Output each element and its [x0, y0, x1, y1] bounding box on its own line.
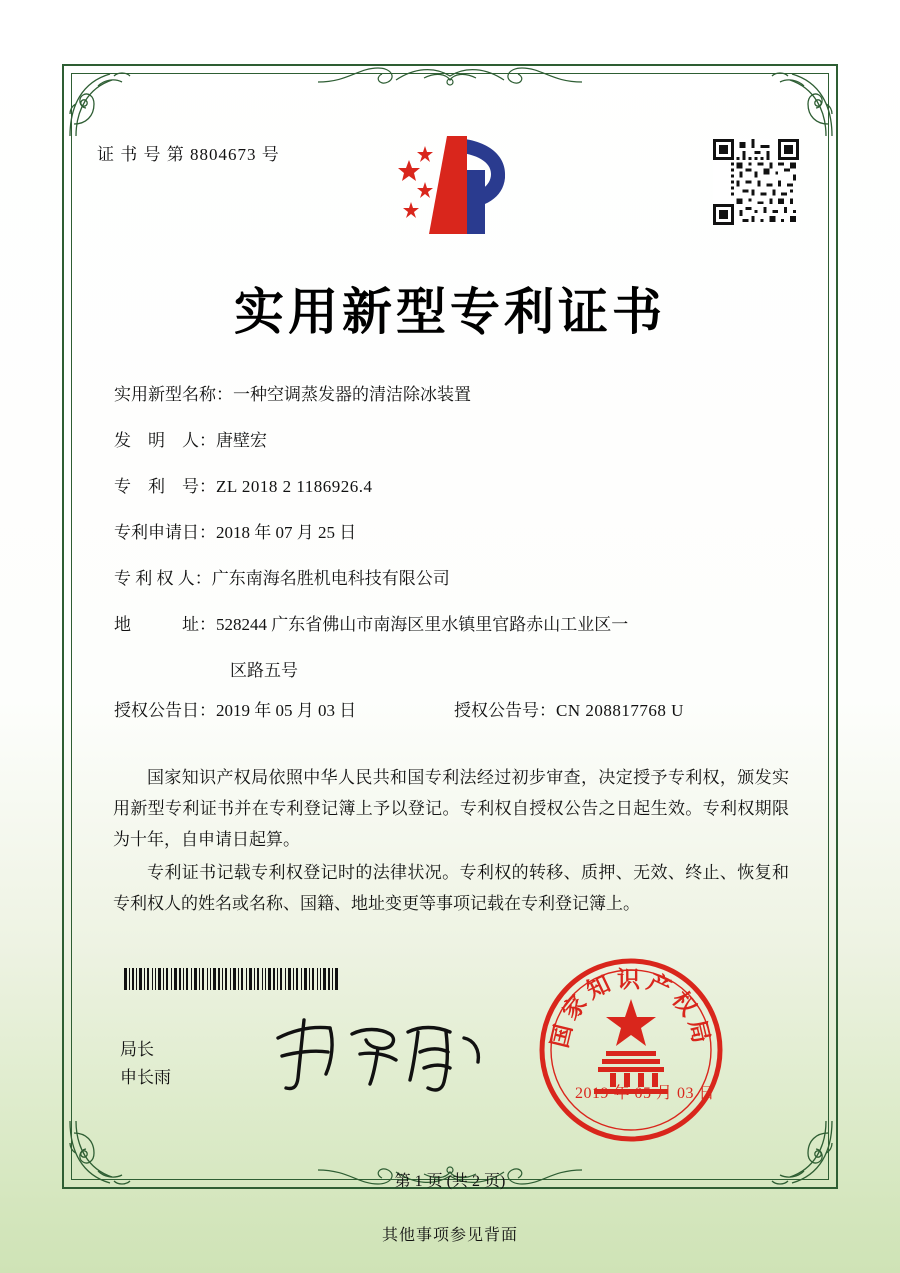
signature-title: 局长: [120, 1040, 154, 1059]
page-number: 第 1 页 (共 2 页): [394, 1173, 506, 1190]
announcement-date-value: 2019 年 05 月 03 日: [216, 701, 357, 720]
announcement-number-group: [454, 696, 684, 721]
signature-block: [120, 1036, 171, 1092]
field-value: 528244 广东省佛山市南海区里水镇里官路赤山工业区一: [216, 615, 629, 634]
announcement-number-value: CN 208817768 U: [556, 701, 684, 720]
field-value: ZL 2018 2 1186926.4: [216, 477, 373, 496]
field-label: 发 明 人：: [114, 431, 216, 450]
signature-name: 申长雨: [120, 1068, 171, 1087]
handwritten-signature-icon: [268, 1012, 488, 1096]
corner-ornament-icon: [64, 66, 138, 140]
field-label: 专 利 号：: [114, 477, 216, 496]
announcement-date-label: 授权公告日：: [114, 701, 216, 720]
legal-text: [113, 762, 789, 921]
field-list: [114, 380, 804, 742]
field-label: 专 利 权 人：: [114, 569, 212, 588]
field-row-address-line2: [114, 656, 804, 696]
top-flourish-icon: [318, 62, 582, 96]
svg-text:国家知识产权局: 国家知识产权局: [546, 966, 716, 1051]
field-row-patent-number: [114, 472, 804, 518]
paragraph-2: 专利证书记载专利权登记时的法律状况。专利权的转移、质押、无效、终止、恢复和专利权人的姓名或名称、国籍、地址变更等事项记载在专利登记簿上。: [113, 863, 789, 913]
field-value: 2018 年 07 月 25 日: [216, 523, 357, 542]
certificate-number: 证 书 号 第 8804673 号: [97, 145, 280, 164]
field-row-patentee: [114, 564, 804, 610]
field-row-inventor: [114, 426, 804, 472]
announcement-number-label: 授权公告号：: [454, 701, 556, 720]
paragraph-1: 国家知识产权局依照中华人民共和国专利法经过初步审查，决定授予专利权，颁发实用新型专利证书并在专利登记簿上予以登记。专利权自授权公告之日起生效。专利权期限为十年，自申请日起算。: [113, 768, 789, 849]
page-title: 实用新型专利证书: [234, 282, 666, 341]
field-row-name: [114, 380, 804, 426]
seal-date: 2019 年 05 月 03 日: [574, 1085, 715, 1102]
field-value: 区路五号: [230, 661, 298, 680]
field-label: 地 址：: [114, 615, 216, 634]
field-row-announcement: [114, 696, 804, 742]
field-label: 实用新型名称：: [114, 385, 233, 404]
official-seal: [536, 955, 726, 1145]
field-row-address: [114, 610, 804, 656]
field-label: 专利申请日：: [114, 523, 216, 542]
cnipa-logo-icon: [385, 130, 520, 245]
barcode: [124, 968, 340, 990]
qr-code: [713, 139, 799, 225]
field-value: 唐壁宏: [216, 431, 267, 450]
field-value: 一种空调蒸发器的清洁除冰装置: [233, 385, 471, 404]
corner-ornament-icon: [764, 66, 838, 140]
field-row-application-date: [114, 518, 804, 564]
back-note: 其他事项参见背面: [381, 1227, 518, 1244]
field-value: 广东南海名胜机电科技有限公司: [211, 569, 450, 588]
